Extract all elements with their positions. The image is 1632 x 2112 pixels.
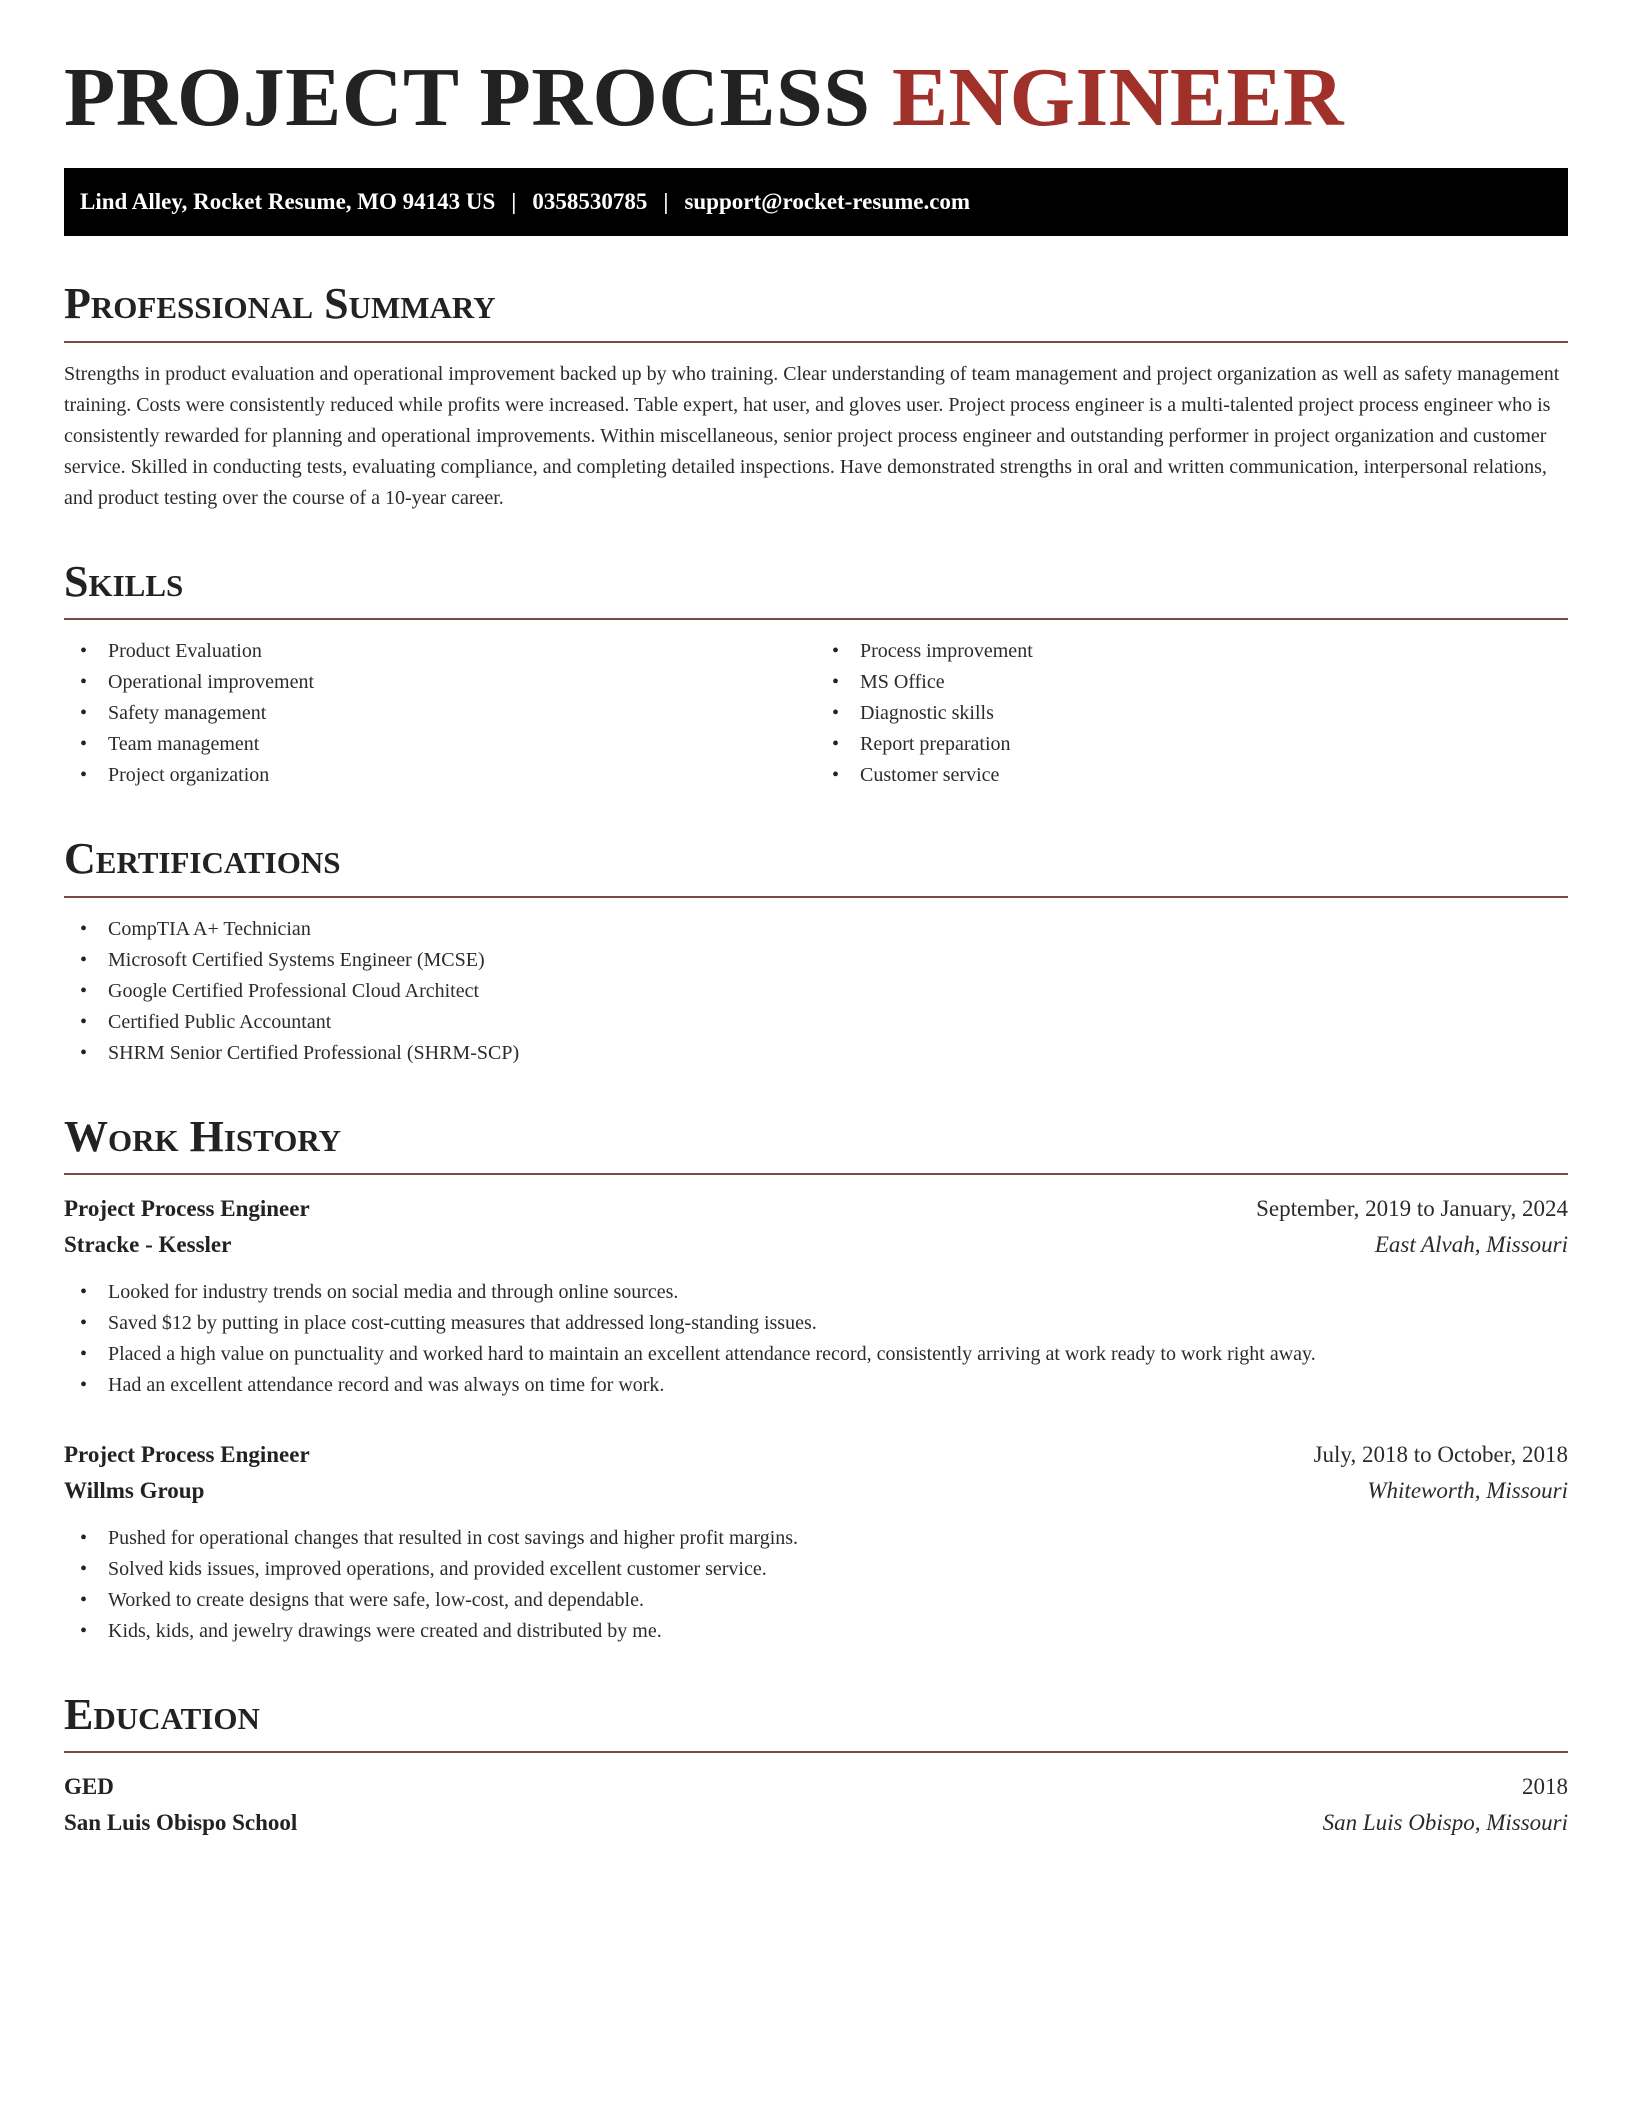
skills-list-right (816, 636, 1568, 791)
education-year: 2018 (1522, 1774, 1568, 1800)
job-role: Project Process Engineer (64, 1195, 310, 1221)
list-item: • Placed a high value on punctuality and worked hard to maintain an excellent attendance record, consistently arriving at work ready to work right away. (64, 1339, 1568, 1370)
name-accent: ENGINEER (891, 51, 1345, 144)
contact-separator: | (663, 189, 669, 215)
list-item: • Product Evaluation (64, 636, 816, 667)
job-company: Stracke - Kessler (64, 1231, 232, 1257)
work-history-section (64, 1113, 1568, 1647)
list-item: • Kids, kids, and jewelry drawings were created and distributed by me. (64, 1616, 1568, 1647)
name-main: PROJECT PROCESS (64, 51, 892, 144)
certifications-list (64, 914, 1568, 1069)
list-item: • Solved kids issues, improved operations, and provided excellent customer service. (64, 1554, 1568, 1585)
list-item: • Pushed for operational changes that resulted in cost savings and higher profit margins. (64, 1523, 1568, 1554)
list-item: • Project organization (64, 760, 816, 791)
section-title: Professional Summary (64, 280, 1568, 342)
contact-phone: 0358530785 (532, 189, 648, 215)
job-bullets (64, 1523, 1568, 1647)
list-item: • Google Certified Professional Cloud Architect (64, 976, 1568, 1007)
section-title: Skills (64, 558, 1568, 620)
list-item: • Customer service (816, 760, 1568, 791)
list-item: • SHRM Senior Certified Professional (SHRM-SCP) (64, 1038, 1568, 1069)
summary-text: Strengths in product evaluation and operational improvement backed up by who training. Clear understanding of team management and project organization as well as safety management training. Costs were consistently reduced while profits were increased. Table expert, hat user, and gloves user. Project process engineer is a multi-talented project process engineer who is consistently rewarded for planning and operational improvements. Within miscellaneous, senior project process engineer and outstanding performer in project organization and customer service. Skilled in conducting tests, evaluating compliance, and completing detailed inspections. Have demonstrated strengths in oral and written communication, interpersonal relations, and product testing over the course of a 10-year career. (64, 362, 1560, 509)
list-item: • Safety management (64, 698, 816, 729)
section-title: Certifications (64, 835, 1568, 897)
job-location: East Alvah, Missouri (1374, 1231, 1568, 1257)
list-item: • Worked to create designs that were safe, low-cost, and dependable. (64, 1585, 1568, 1616)
education-degree: GED (64, 1774, 114, 1800)
job-entry (64, 1191, 1568, 1401)
job-dates: September, 2019 to January, 2024 (1256, 1195, 1568, 1221)
education-entry (64, 1769, 1568, 1841)
list-item: • Operational improvement (64, 667, 816, 698)
summary-section (64, 280, 1568, 513)
skills-section (64, 558, 1568, 791)
list-item: • Process improvement (816, 636, 1568, 667)
contact-bar (64, 168, 1568, 236)
contact-email: support@rocket-resume.com (684, 189, 971, 215)
job-bullets (64, 1277, 1568, 1401)
contact-address: Lind Alley, Rocket Resume, MO 94143 US (80, 189, 496, 215)
education-section (64, 1691, 1568, 1841)
list-item: • Diagnostic skills (816, 698, 1568, 729)
list-item: • Looked for industry trends on social media and through online sources. (64, 1277, 1568, 1308)
contact-separator: | (511, 189, 517, 215)
list-item: • Certified Public Accountant (64, 1007, 1568, 1038)
list-item: • Had an excellent attendance record and was always on time for work. (64, 1370, 1568, 1401)
job-entry (64, 1437, 1568, 1647)
job-location: Whiteworth, Missouri (1367, 1477, 1568, 1503)
list-item: • MS Office (816, 667, 1568, 698)
skills-grid (64, 636, 1568, 791)
skills-list-left (64, 636, 816, 791)
section-title: Education (64, 1691, 1568, 1753)
list-item: • Report preparation (816, 729, 1568, 760)
education-location: San Luis Obispo, Missouri (1322, 1810, 1568, 1836)
list-item: • Microsoft Certified Systems Engineer (MCSE) (64, 945, 1568, 976)
list-item: • Team management (64, 729, 816, 760)
job-company: Willms Group (64, 1477, 205, 1503)
education-school: San Luis Obispo School (64, 1810, 298, 1836)
list-item: • CompTIA A+ Technician (64, 914, 1568, 945)
certifications-section (64, 835, 1568, 1068)
list-item: • Saved $12 by putting in place cost-cutting measures that addressed long-standing issues. (64, 1308, 1568, 1339)
job-role: Project Process Engineer (64, 1441, 310, 1467)
job-dates: July, 2018 to October, 2018 (1313, 1441, 1568, 1467)
section-title: Work History (64, 1113, 1568, 1175)
page-title (64, 52, 1568, 144)
